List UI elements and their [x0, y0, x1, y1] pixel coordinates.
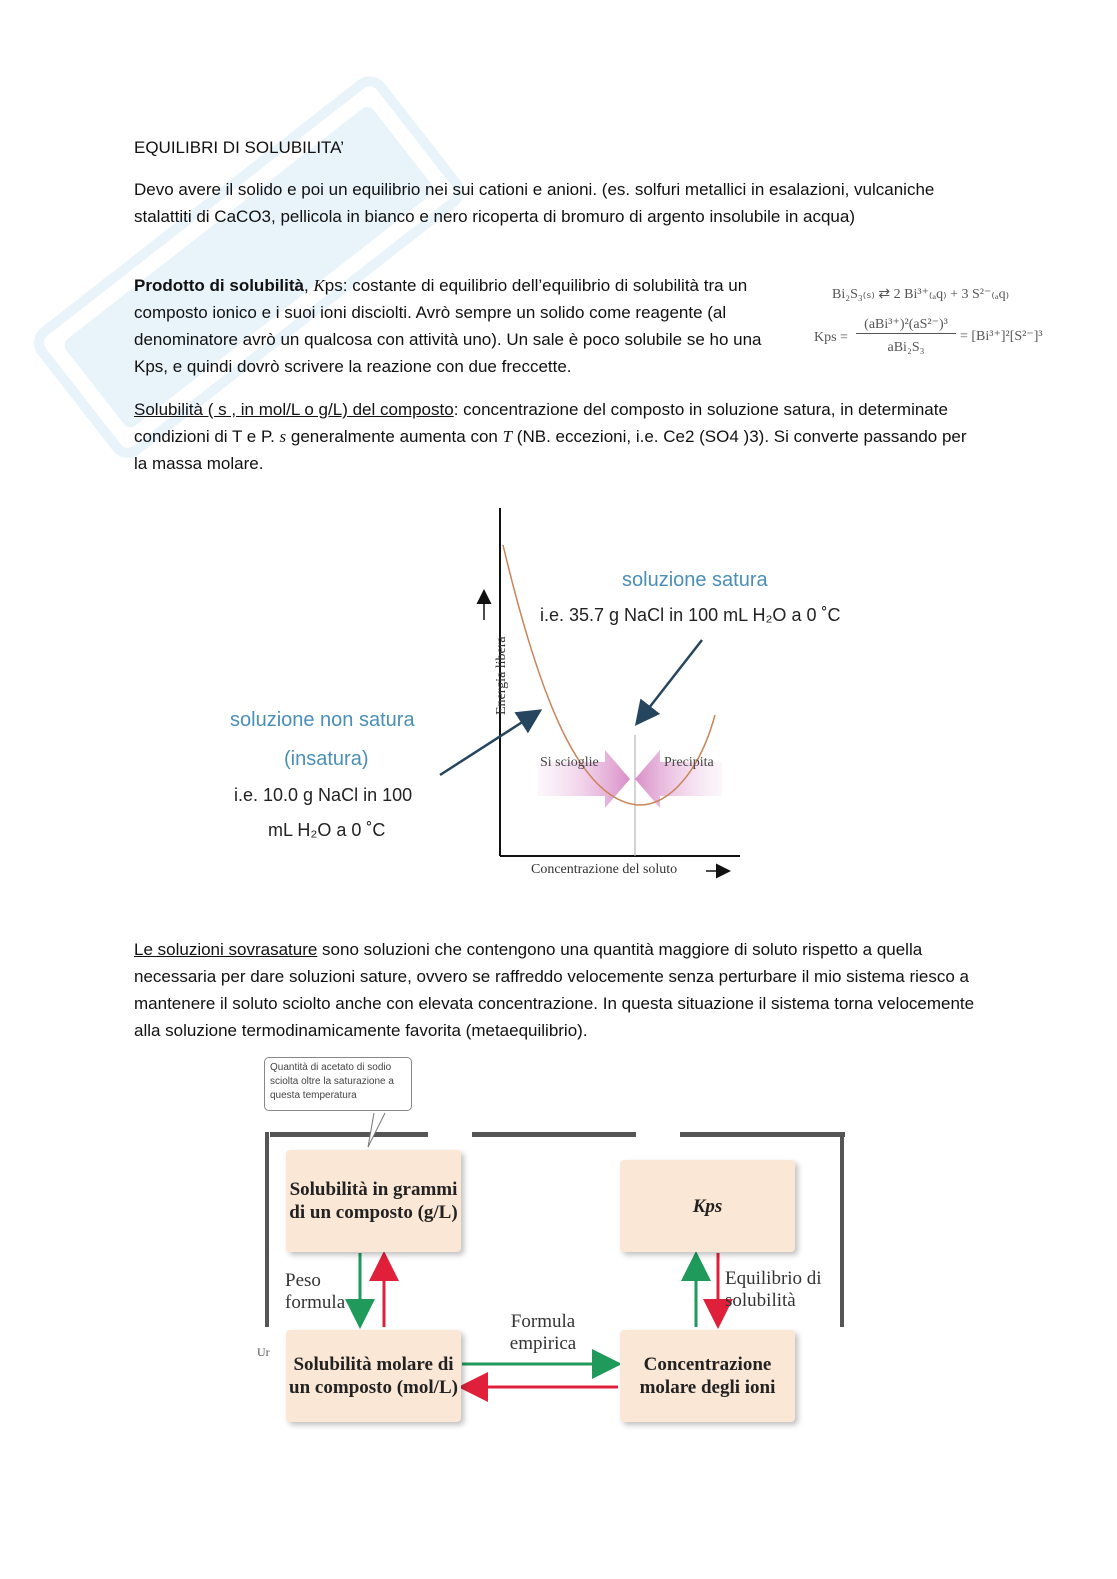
- saturated-title: soluzione satura: [622, 569, 768, 591]
- page-heading: EQUILIBRI DI SOLUBILITA’: [134, 138, 345, 157]
- supersaturated-paragraph: Le soluzioni sovrasature sono soluzioni che contengono una quantità maggiore di soluto rispetto a quella necessaria per dare soluzioni sature, ovvero se raffreddo velocemente senza perturbare il mio sistema riesco a mantenere il soluto sciolto anche con elevata concentrazione. In questa situazione il sistema torna velocemente alla soluzione termodinamicamente favorita (metaequilibrio).: [134, 940, 975, 1040]
- solubility-paragraph: Solubilità ( s , in mol/L o g/L) del composto: concentrazione del composto in soluzione satura, in determinate condizioni di T e P. s generalmente aumenta con T (NB. eccezioni, i.e. Ce2 (SO4 )3). Si converte passando per la massa molare.: [134, 400, 967, 473]
- callout-note: Quantità di acetato di sodio sciolta oltre la saturazione a questa temperatura: [264, 1057, 412, 1111]
- background-frame-left: [265, 1132, 269, 1327]
- label-equilibrio: Equilibrio di solubilità: [725, 1268, 822, 1311]
- unsaturated-subtitle: (insatura): [284, 748, 369, 770]
- background-frame-top-left: [270, 1132, 428, 1137]
- x-axis-label: Concentrazione del soluto: [531, 862, 678, 877]
- formula-rhs: = [Bi³⁺]²[S²⁻]³: [960, 329, 1043, 344]
- formula-numerator: (aBi³⁺)²(aS²⁻)³: [856, 316, 956, 334]
- background-fragment-text: Ur: [257, 1345, 270, 1359]
- unsaturated-title: soluzione non satura: [230, 709, 415, 731]
- kps-formula: [812, 280, 1082, 375]
- saturated-pointer: [638, 640, 702, 722]
- kps-symbol: K: [313, 276, 325, 295]
- unsaturated-example-line1: i.e. 10.0 g NaCl in 100: [234, 785, 413, 805]
- conversion-diagram: [250, 1055, 860, 1440]
- unsaturated-pointer: [440, 712, 538, 775]
- label-peso-formula: Peso formula: [285, 1270, 346, 1313]
- formula-denominator: aBi₂S₃: [887, 340, 925, 355]
- precipitate-label: Precipita: [664, 755, 714, 770]
- free-energy-figure: [220, 500, 900, 900]
- intro-paragraph: Devo avere il solido e poi un equilibrio nei sui cationi e anioni. (es. solfuri metallici in esalazioni, vulcaniche stalattiti di CaCO3, pellicola in bianco e nero ricoperta di bromuro di argento insolubile in acqua): [134, 180, 935, 226]
- label-formula-empirica: Formula empirica: [509, 1311, 577, 1354]
- box-kps: Kps: [620, 1160, 795, 1252]
- kps-paragraph: Prodotto di solubilità, Kps: costante di equilibrio dell’equilibrio di solubilità tra un composto ionico e i suoi ioni disciolti. Avrò sempre un solido come reagente (al denominatore avrò un qualcosa con attività uno). Un sale è poco solubile se ho una Kps, e quindi dovrò scrivere la reazione con due freccette.: [134, 276, 762, 376]
- box-molar-solubility: Solubilità molare di un composto (mol/L): [286, 1330, 461, 1422]
- formula-reaction: Bi₂S₃₍ₛ₎ ⇄ 2 Bi³⁺₍ₐq₎ + 3 S²⁻₍ₐq₎: [832, 287, 1010, 302]
- unsaturated-example-line2: mL H₂O a 0 ˚C: [268, 820, 386, 840]
- dissolve-label: Si scioglie: [540, 755, 599, 770]
- y-axis-label: Energia libera: [494, 636, 509, 715]
- kps-term: Prodotto di solubilità: [134, 276, 304, 295]
- solubility-term: Solubilità ( s , in mol/L o g/L) del composto: [134, 400, 454, 419]
- supersaturated-term: Le soluzioni sovrasature: [134, 940, 318, 959]
- background-frame-mid: [472, 1132, 636, 1137]
- callout-tail: [368, 1113, 385, 1147]
- background-frame-right: [680, 1132, 845, 1137]
- box-solubility-grams: Solubilità in grammi di un composto (g/L): [286, 1150, 461, 1252]
- saturated-example: i.e. 35.7 g NaCl in 100 mL H₂O a 0 ˚C: [540, 605, 841, 625]
- box-ion-concentration: Concentrazione molare degli ioni: [620, 1330, 795, 1422]
- formula-kps-lhs: Kps =: [814, 330, 848, 345]
